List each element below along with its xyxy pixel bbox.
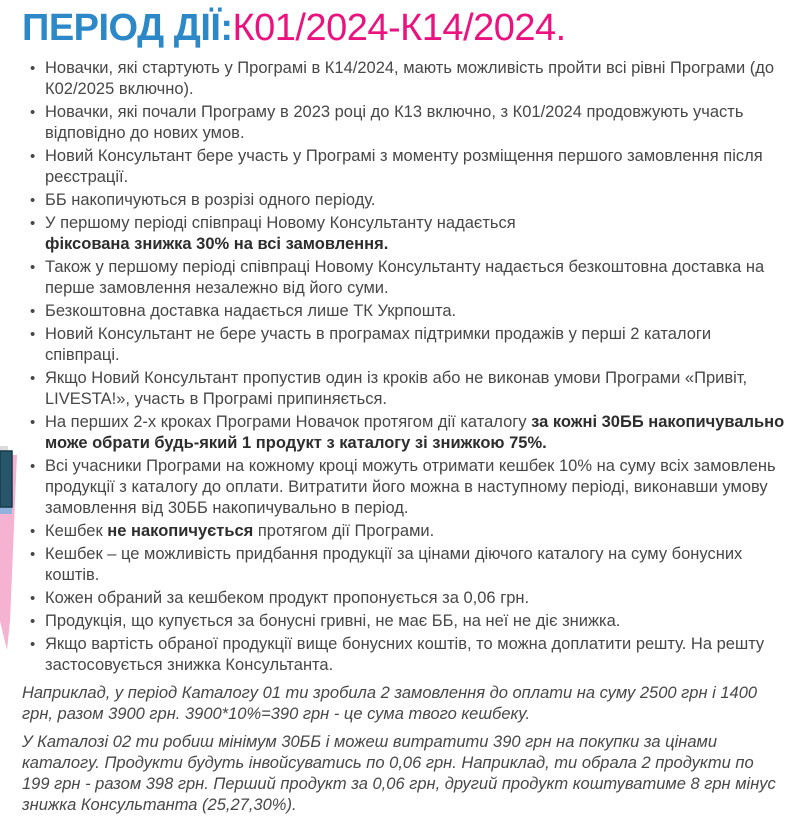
bullet-text: ББ накопичуються в розрізі одного періоду. (45, 191, 376, 209)
bullet-text-bold: не накопичується (107, 522, 254, 540)
bullet-item-cashback-definition (22, 544, 790, 586)
bullet-item-pay-difference (22, 634, 790, 676)
bullet-marker (22, 146, 45, 188)
bullet-text: Продукція, що купується за бонусні гривні, не має ББ, на неї не діє знижка. (45, 612, 621, 630)
bullet-marker (22, 456, 45, 519)
bullet-item-no-sales-programs (22, 324, 790, 366)
bullet-marker (22, 301, 45, 322)
ribbon-pink-shape (0, 455, 17, 650)
bullet-marker (22, 257, 45, 299)
bullet-list (22, 58, 790, 676)
bullet-item-ukrposhta-only (22, 301, 790, 322)
bullet-marker (22, 521, 45, 542)
blue-band-shape (0, 506, 12, 514)
bullet-marker (22, 368, 45, 410)
bullet-marker (22, 324, 45, 366)
bullet-text: Новий Консультант не бере участь в програмах підтримки продажів у перші 2 каталоги співпраці. (45, 325, 712, 364)
left-edge-ribbon-decoration (0, 446, 20, 658)
title-period: К01/2024-К14/2024. (232, 7, 566, 49)
bullet-marker (22, 634, 45, 676)
bullet-text: протягом дії Програми. (253, 522, 435, 540)
bullet-marker (22, 102, 45, 144)
bullet-text: Якщо вартість обраної продукції вище бонусних коштів, то можна доплатити решту. На решту застосовується знижка Консультанта. (45, 635, 765, 674)
bullet-item-free-delivery (22, 257, 790, 299)
bullet-marker (22, 190, 45, 211)
bullet-text: У першому періоді співпраці Новому Консультанту надається (45, 214, 516, 232)
bullet-marker (22, 611, 45, 632)
teal-bar-shape (0, 451, 12, 507)
bullet-text: Якщо Новий Консультант пропустив один із кроків або не виконав умови Програми «Привіт, LIVESTA!», участь в Програмі припиняється. (45, 369, 748, 408)
bullet-marker (22, 588, 45, 609)
bullet-text: Новий Консультант бере участь у Програмі з моменту розміщення першого замовлення після реєстрації. (45, 147, 763, 186)
bullet-text: Всі учасники Програми на кожному кроці можуть отримати кешбек 10% на суму всіх замовлень продукції з каталогу до оплати. Витратити його можна в наступному періоді, виконавши умову замовлення від 30ББ накопичувально в період. (45, 457, 776, 517)
title-label: ПЕРІОД ДІЇ: (22, 7, 233, 49)
bullet-text-bold: фіксована знижка 30% на всі замовлення. (45, 235, 389, 253)
bullet-item-newcomers-k14 (22, 58, 790, 100)
bullet-marker (22, 412, 45, 454)
bullet-text: Новачки, які почали Програму в 2023 році до К13 включно, з К01/2024 продовжують участь відповідно до нових умов. (45, 103, 744, 142)
bullet-item-cashback-no-accumulation (22, 521, 790, 542)
bullet-text: Кешбек (45, 522, 108, 540)
gray-sliver-shape (0, 446, 8, 455)
bullet-item-product-price-006 (22, 588, 790, 609)
bullet-text: Новачки, які стартують у Програмі в К14/2024, мають можливість пройти всі рівні Програми (до К02/2025 включно). (45, 59, 775, 98)
bullet-text: На перших 2-х кроках Програми Новачок протягом дії каталогу (45, 413, 532, 431)
bullet-item-bonus-products-no-bb (22, 611, 790, 632)
bullet-item-newcomers-2023 (22, 102, 790, 144)
bullet-marker (22, 213, 45, 255)
bullet-item-cashback-10 (22, 456, 790, 519)
bullet-marker (22, 544, 45, 586)
page-title (22, 5, 790, 51)
bullet-text-bold: за кожні 30ББ накопичувально може обрати будь-який 1 продукт з каталогу зі знижкою 75%. (45, 413, 785, 452)
example-paragraph-catalog-01: Наприклад, у період Каталогу 01 ти зробила 2 замовлення до оплати на суму 2500 грн і 1400 грн, разом 3900 грн. 3900*10%=390 грн - це сума твого кешбеку. (22, 684, 758, 723)
bullet-item-fixed-discount (22, 213, 790, 255)
example-paragraph-catalog-02: У Каталозі 02 ти робиш мінімум 30ББ і можеш витратити 390 грн на покупки за цінами каталогу. Продукти будуть інвойсуватись по 0,06 грн. Наприклад, ти обрала 2 продукти по 199 грн - разом 398 грн. Перший продукт за 0,06 грн, другий продукт коштуватиме 8 грн мінус знижка Консультанта (25,27,30%). (22, 733, 776, 814)
bullet-text: Кожен обраний за кешбеком продукт пропонується за 0,06 грн. (45, 589, 530, 607)
bullet-item-bb-accumulation (22, 190, 790, 211)
bullet-text: Безкоштовна доставка надається лише ТК Укрпошта. (45, 302, 457, 320)
bullet-marker (22, 58, 45, 100)
bullet-item-missed-step (22, 368, 790, 410)
bullet-item-participation-start (22, 146, 790, 188)
bullet-text: Також у першому періоді співпраці Новому Консультанту надається безкоштовна доставка на перше замовлення незалежно від його суми. (45, 258, 765, 297)
bullet-text: Кешбек – це можливість придбання продукції за цінами діючого каталогу на суму бонусних коштів. (45, 545, 743, 584)
bullet-item-30bb-product-discount (22, 412, 790, 454)
